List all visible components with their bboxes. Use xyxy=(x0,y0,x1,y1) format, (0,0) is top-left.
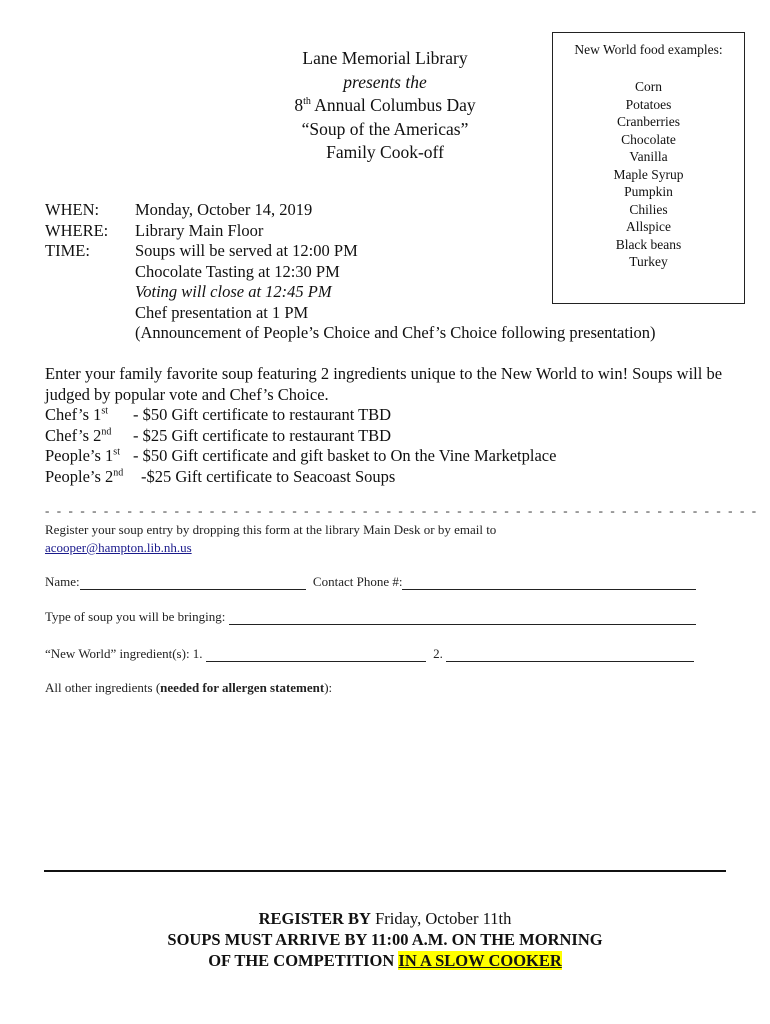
register-instructions: Register your soup entry by dropping this form at the library Main Desk or by email to xyxy=(45,522,497,537)
slow-cooker-notice: OF THE COMPETITION IN A SLOW COOKER xyxy=(208,951,562,970)
time-voting: Voting will close at 12:45 PM xyxy=(135,282,332,301)
library-name: Lane Memorial Library xyxy=(302,48,468,68)
arrival-notice: SOUPS MUST ARRIVE BY 11:00 A.M. ON THE MORNING xyxy=(167,930,603,949)
time-chef: Chef presentation at 1 PM xyxy=(135,302,309,322)
food-item: Allspice xyxy=(626,219,671,234)
food-item: Corn xyxy=(635,79,662,94)
food-list xyxy=(553,78,744,271)
ingredient-2-field[interactable] xyxy=(446,647,694,662)
prize-recipient: People’s 1st xyxy=(45,446,120,465)
food-item: Turkey xyxy=(629,254,668,269)
register-deadline: REGISTER BY Friday, October 11th xyxy=(258,909,512,928)
other-ingredients-area[interactable] xyxy=(45,705,725,865)
food-item: Maple Syrup xyxy=(613,166,684,182)
event-subtitle: “Soup of the Americas” xyxy=(301,118,469,139)
footer-notice xyxy=(100,908,670,971)
food-item: Black beans xyxy=(615,236,682,252)
prize-description: -$25 Gift certificate to Seacoast Soups xyxy=(141,466,396,486)
soup-type-row xyxy=(45,609,696,625)
cut-line-separator: - - - - - - - - - - - - - - - - - - - - - - - - - - - - - - - - - - - - - - - - - - - - - - - - - - - - - - - - - - - - - xyxy=(45,503,759,518)
event-type: Family Cook-off xyxy=(326,142,444,162)
time-announcement: (Announcement of People’s Choice and Chef’s Choice following presentation) xyxy=(135,323,656,342)
food-item: Vanilla xyxy=(629,149,668,164)
food-item: Cranberries xyxy=(617,114,680,129)
event-name-line: 8th Annual Columbus Day xyxy=(294,95,476,115)
new-world-label: “New World” ingredient(s): 1. xyxy=(45,646,203,661)
time-label: TIME: xyxy=(45,241,90,260)
food-item: Pumpkin xyxy=(624,184,673,199)
food-item: Chilies xyxy=(629,201,668,217)
prize-recipient: People’s 2nd xyxy=(45,466,124,486)
intro-paragraph: Enter your family favorite soup featuring 2 ingredients unique to the New World to win! Soups will be judged by popular vote and Chef’s Choice. xyxy=(45,364,723,404)
name-field[interactable] xyxy=(80,575,306,590)
slow-cooker-highlight: IN A SLOW COOKER xyxy=(398,951,562,970)
presents-line: presents the xyxy=(343,71,427,92)
time-chocolate: Chocolate Tasting at 12:30 PM xyxy=(135,261,340,281)
new-world-food-box xyxy=(552,32,745,304)
when-label: WHEN: xyxy=(45,200,100,219)
prize-recipient: Chef’s 1st xyxy=(45,405,109,424)
soup-type-label: Type of soup you will be bringing: xyxy=(45,609,226,624)
phone-label: Contact Phone #: xyxy=(312,574,403,589)
new-world-row xyxy=(45,646,694,662)
name-label: Name: xyxy=(45,574,80,589)
when-value: Monday, October 14, 2019 xyxy=(135,200,313,219)
other-ingredients-label: All other ingredients (needed for allergen statement): xyxy=(45,680,333,695)
where-value: Library Main Floor xyxy=(135,220,264,240)
soup-type-field[interactable] xyxy=(229,610,696,625)
event-title-block xyxy=(240,47,530,165)
divider-line xyxy=(44,870,726,872)
email-link[interactable]: acooper@hampton.lib.nh.us xyxy=(45,540,192,555)
ingredient-1-field[interactable] xyxy=(206,647,426,662)
phone-field[interactable] xyxy=(402,575,696,590)
prize-recipient: Chef’s 2nd xyxy=(45,425,112,445)
prize-description: - $50 Gift certificate to restaurant TBD xyxy=(133,405,392,424)
name-phone-row xyxy=(45,574,696,590)
prize-description: - $25 Gift certificate to restaurant TBD xyxy=(133,425,392,445)
prize-description: - $50 Gift certificate and gift basket to On the Vine Marketplace xyxy=(133,446,557,465)
where-label: WHERE: xyxy=(45,220,109,240)
time-serving: Soups will be served at 12:00 PM xyxy=(135,241,358,260)
food-box-heading: New World food examples: xyxy=(574,42,723,57)
food-item: Chocolate xyxy=(621,131,676,147)
food-item: Potatoes xyxy=(625,96,672,112)
ingredient-2-label: 2. xyxy=(433,646,443,661)
